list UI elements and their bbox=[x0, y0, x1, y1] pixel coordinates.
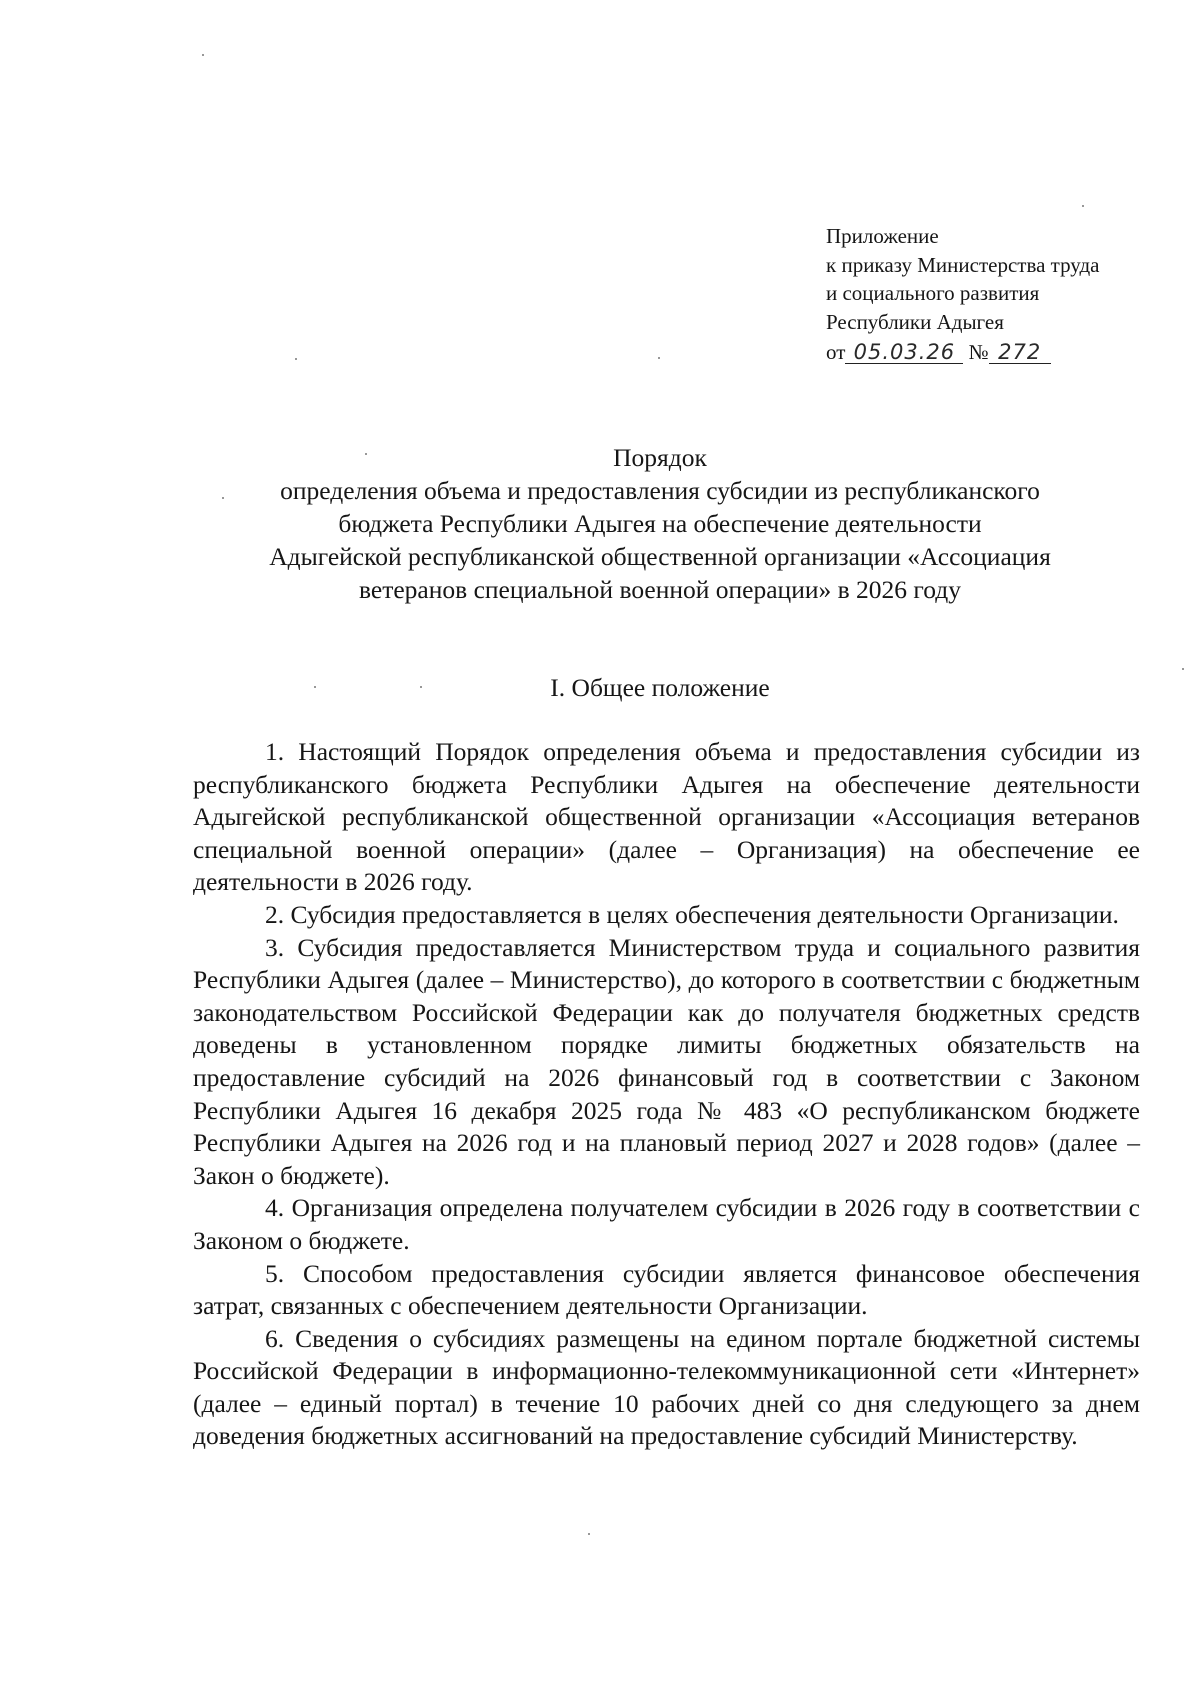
scan-speck bbox=[222, 497, 224, 499]
paragraph: 3. Субсидия предоставляется Министерством труда и социального развития Республики Адыгея (далее – Министерство), до которого в соответствии с бюджетным законодательством Российской Федерации как до получателя бюджетных средств доведены в установленном порядке лимиты бюджетных обязательств на предоставление субсидий на 2026 финансовый год в соответствии с Законом Республики Адыгея 16 декабря 2025 года № 483 «О республиканском бюджете Республики Адыгея на 2026 год и на плановый период 2027 и 2028 годов» (далее – Закон о бюджете). bbox=[193, 932, 1140, 1190]
number-sign: № bbox=[968, 340, 989, 364]
appendix-block bbox=[826, 222, 1186, 367]
paragraph: 2. Субсидия предоставляется в целях обеспечения деятельности Организации. bbox=[265, 899, 1119, 929]
title-line: определения объема и предоставления субсидии из республиканского bbox=[280, 476, 1040, 505]
appendix-order-ref: к приказу Министерства труда bbox=[826, 252, 1100, 277]
handwritten-number: 272 bbox=[989, 341, 1051, 364]
section-heading: I. Общее положение bbox=[550, 673, 770, 702]
appendix-republic-line: Республики Адыгея bbox=[826, 309, 1004, 334]
scan-speck bbox=[314, 686, 316, 688]
scan-speck bbox=[202, 54, 204, 56]
document-body bbox=[193, 736, 1140, 1453]
scan-speck bbox=[420, 686, 422, 688]
handwritten-date: 05.03.26 bbox=[845, 341, 963, 364]
scan-speck bbox=[1082, 205, 1084, 207]
from-prefix: от bbox=[826, 340, 846, 364]
title-line: ветеранов специальной военной операции» в 2026 году bbox=[359, 575, 961, 604]
scan-speck bbox=[365, 453, 367, 455]
title-line: бюджета Республики Адыгея на обеспечение деятельности bbox=[338, 509, 982, 538]
title-line: Адыгейской республиканской общественной организации «Ассоциация bbox=[269, 542, 1051, 571]
appendix-date-number-line bbox=[826, 338, 1186, 367]
scan-speck bbox=[1182, 668, 1184, 670]
document-title bbox=[190, 441, 1130, 606]
paragraph: 1. Настоящий Порядок определения объема и предоставления субсидии из республиканского бюджета Республики Адыгея на обеспечение деятельности Адыгейской республиканской общественной организации «Ассоциация ветеранов специальной военной операции» (далее – Организация) на обеспечение ее деятельности в 2026 году. bbox=[193, 737, 1140, 897]
paragraph: 6. Сведения о субсидиях размещены на едином портале бюджетной системы Российской Федерации в информационно-телекоммуникационной сети «Интернет» (далее – единый портал) в течение 10 рабочих дней со дня следующего за днем доведения бюджетных ассигнований на предоставление субсидий Министерству. bbox=[193, 1323, 1140, 1451]
appendix-label: Приложение bbox=[826, 224, 939, 248]
scan-speck bbox=[658, 357, 660, 359]
scan-speck bbox=[588, 1533, 590, 1535]
appendix-ministry-line: и социального развития bbox=[826, 281, 1040, 305]
paragraph: 4. Организация определена получателем субсидии в 2026 году в соответствии с Законом о бюджете. bbox=[193, 1193, 1140, 1255]
title-heading: Порядок bbox=[613, 443, 707, 472]
paragraph: 5. Способом предоставления субсидии является финансовое обеспечения затрат, связанных с обеспечением деятельности Организации. bbox=[193, 1258, 1140, 1321]
scan-speck bbox=[295, 358, 297, 360]
